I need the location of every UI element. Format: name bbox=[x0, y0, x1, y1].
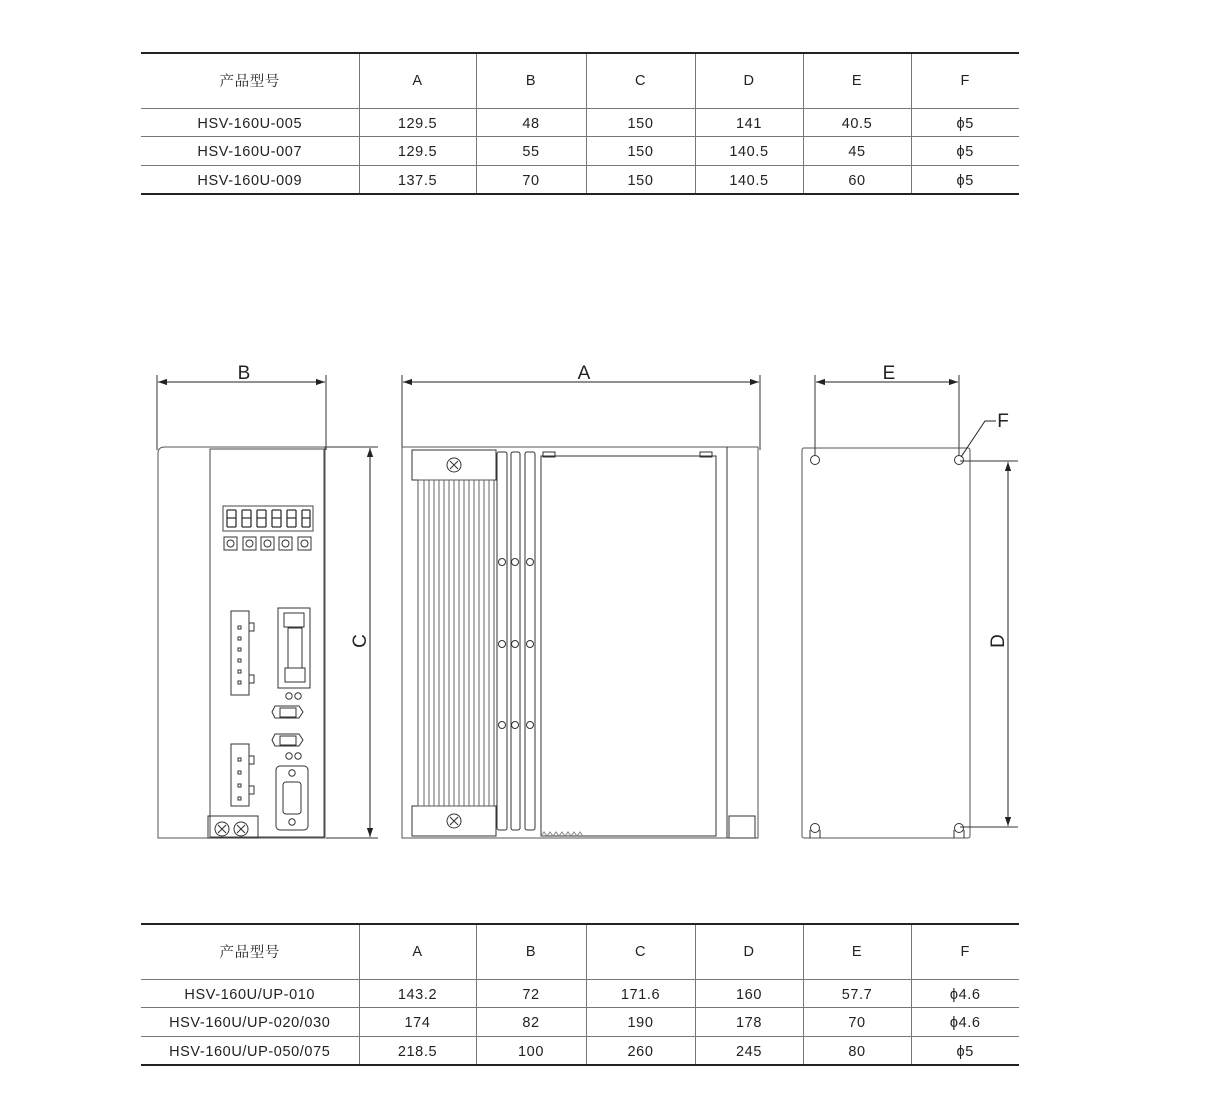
label-c: C bbox=[350, 634, 371, 648]
cell-d: 160 bbox=[695, 979, 803, 1008]
header-c: C bbox=[586, 53, 695, 108]
cell-model: HSV-160U-009 bbox=[141, 165, 359, 194]
cell-b: 72 bbox=[476, 979, 586, 1008]
header-b: B bbox=[476, 53, 586, 108]
header-model: 产品型号 bbox=[141, 53, 359, 108]
terminal-block-top bbox=[231, 611, 254, 695]
cell-d: 140.5 bbox=[695, 165, 803, 194]
cell-a: 174 bbox=[359, 1008, 476, 1037]
db9-connector bbox=[276, 766, 308, 830]
cell-b: 100 bbox=[476, 1036, 586, 1065]
header-e: E bbox=[803, 53, 911, 108]
table-row bbox=[141, 1008, 1019, 1037]
cell-a: 143.2 bbox=[359, 979, 476, 1008]
cell-model: HSV-160U-005 bbox=[141, 108, 359, 137]
ground-screws bbox=[208, 816, 258, 838]
cell-model: HSV-160U/UP-020/030 bbox=[141, 1008, 359, 1037]
cell-a: 129.5 bbox=[359, 108, 476, 137]
header-model: 产品型号 bbox=[141, 924, 359, 979]
keypad-buttons bbox=[224, 537, 311, 550]
label-d: D bbox=[988, 634, 1009, 648]
header-b: B bbox=[476, 924, 586, 979]
cell-e: 70 bbox=[803, 1008, 911, 1037]
mount-hole bbox=[811, 824, 820, 833]
cell-model: HSV-160U/UP-050/075 bbox=[141, 1036, 359, 1065]
header-d: D bbox=[695, 924, 803, 979]
header-a: A bbox=[359, 924, 476, 979]
cell-c: 150 bbox=[586, 137, 695, 166]
label-e: E bbox=[882, 363, 896, 384]
cell-model: HSV-160U-007 bbox=[141, 137, 359, 166]
cell-e: 57.7 bbox=[803, 979, 911, 1008]
label-b: B bbox=[237, 363, 251, 384]
mount-hole bbox=[955, 824, 964, 833]
cell-c: 190 bbox=[586, 1008, 695, 1037]
leader-line-f bbox=[961, 421, 996, 457]
table-row bbox=[141, 979, 1019, 1008]
cell-a: 129.5 bbox=[359, 137, 476, 166]
cell-b: 70 bbox=[476, 165, 586, 194]
cell-model: HSV-160U/UP-010 bbox=[141, 979, 359, 1008]
front-view bbox=[157, 375, 378, 838]
cell-e: 45 bbox=[803, 137, 911, 166]
dimension-table-bottom bbox=[141, 923, 1019, 1066]
cell-b: 82 bbox=[476, 1008, 586, 1037]
table-row bbox=[141, 1036, 1019, 1065]
table-header-row bbox=[141, 924, 1019, 979]
header-f: F bbox=[911, 53, 1019, 108]
header-d: D bbox=[695, 53, 803, 108]
back-view bbox=[802, 375, 1018, 838]
cell-e: 40.5 bbox=[803, 108, 911, 137]
side-view bbox=[402, 375, 760, 838]
cell-b: 48 bbox=[476, 108, 586, 137]
header-a: A bbox=[359, 53, 476, 108]
mount-hole bbox=[955, 456, 964, 465]
cell-b: 55 bbox=[476, 137, 586, 166]
cell-d: 245 bbox=[695, 1036, 803, 1065]
heatsink-fins bbox=[424, 480, 489, 806]
cell-f: ϕ5 bbox=[911, 137, 1019, 166]
cell-e: 60 bbox=[803, 165, 911, 194]
cell-a: 137.5 bbox=[359, 165, 476, 194]
cell-d: 140.5 bbox=[695, 137, 803, 166]
cell-d: 178 bbox=[695, 1008, 803, 1037]
cell-f: ϕ4.6 bbox=[911, 979, 1019, 1008]
mount-hole bbox=[811, 456, 820, 465]
seven-segment-display bbox=[227, 510, 310, 527]
network-ports bbox=[272, 706, 303, 759]
cell-c: 260 bbox=[586, 1036, 695, 1065]
cell-e: 80 bbox=[803, 1036, 911, 1065]
label-f: F bbox=[997, 411, 1009, 432]
cell-c: 150 bbox=[586, 165, 695, 194]
cell-f: ϕ5 bbox=[911, 108, 1019, 137]
cell-c: 150 bbox=[586, 108, 695, 137]
cell-c: 171.6 bbox=[586, 979, 695, 1008]
header-f: F bbox=[911, 924, 1019, 979]
cell-a: 218.5 bbox=[359, 1036, 476, 1065]
signal-connector bbox=[278, 608, 310, 699]
cell-f: ϕ5 bbox=[956, 172, 974, 189]
label-a: A bbox=[577, 363, 591, 384]
terminal-block-bottom bbox=[231, 744, 254, 806]
header-e: E bbox=[803, 924, 911, 979]
cell-f: ϕ5 bbox=[956, 1043, 974, 1060]
header-c: C bbox=[586, 924, 695, 979]
cell-f: ϕ4.6 bbox=[911, 1008, 1019, 1037]
cell-d: 141 bbox=[695, 108, 803, 137]
